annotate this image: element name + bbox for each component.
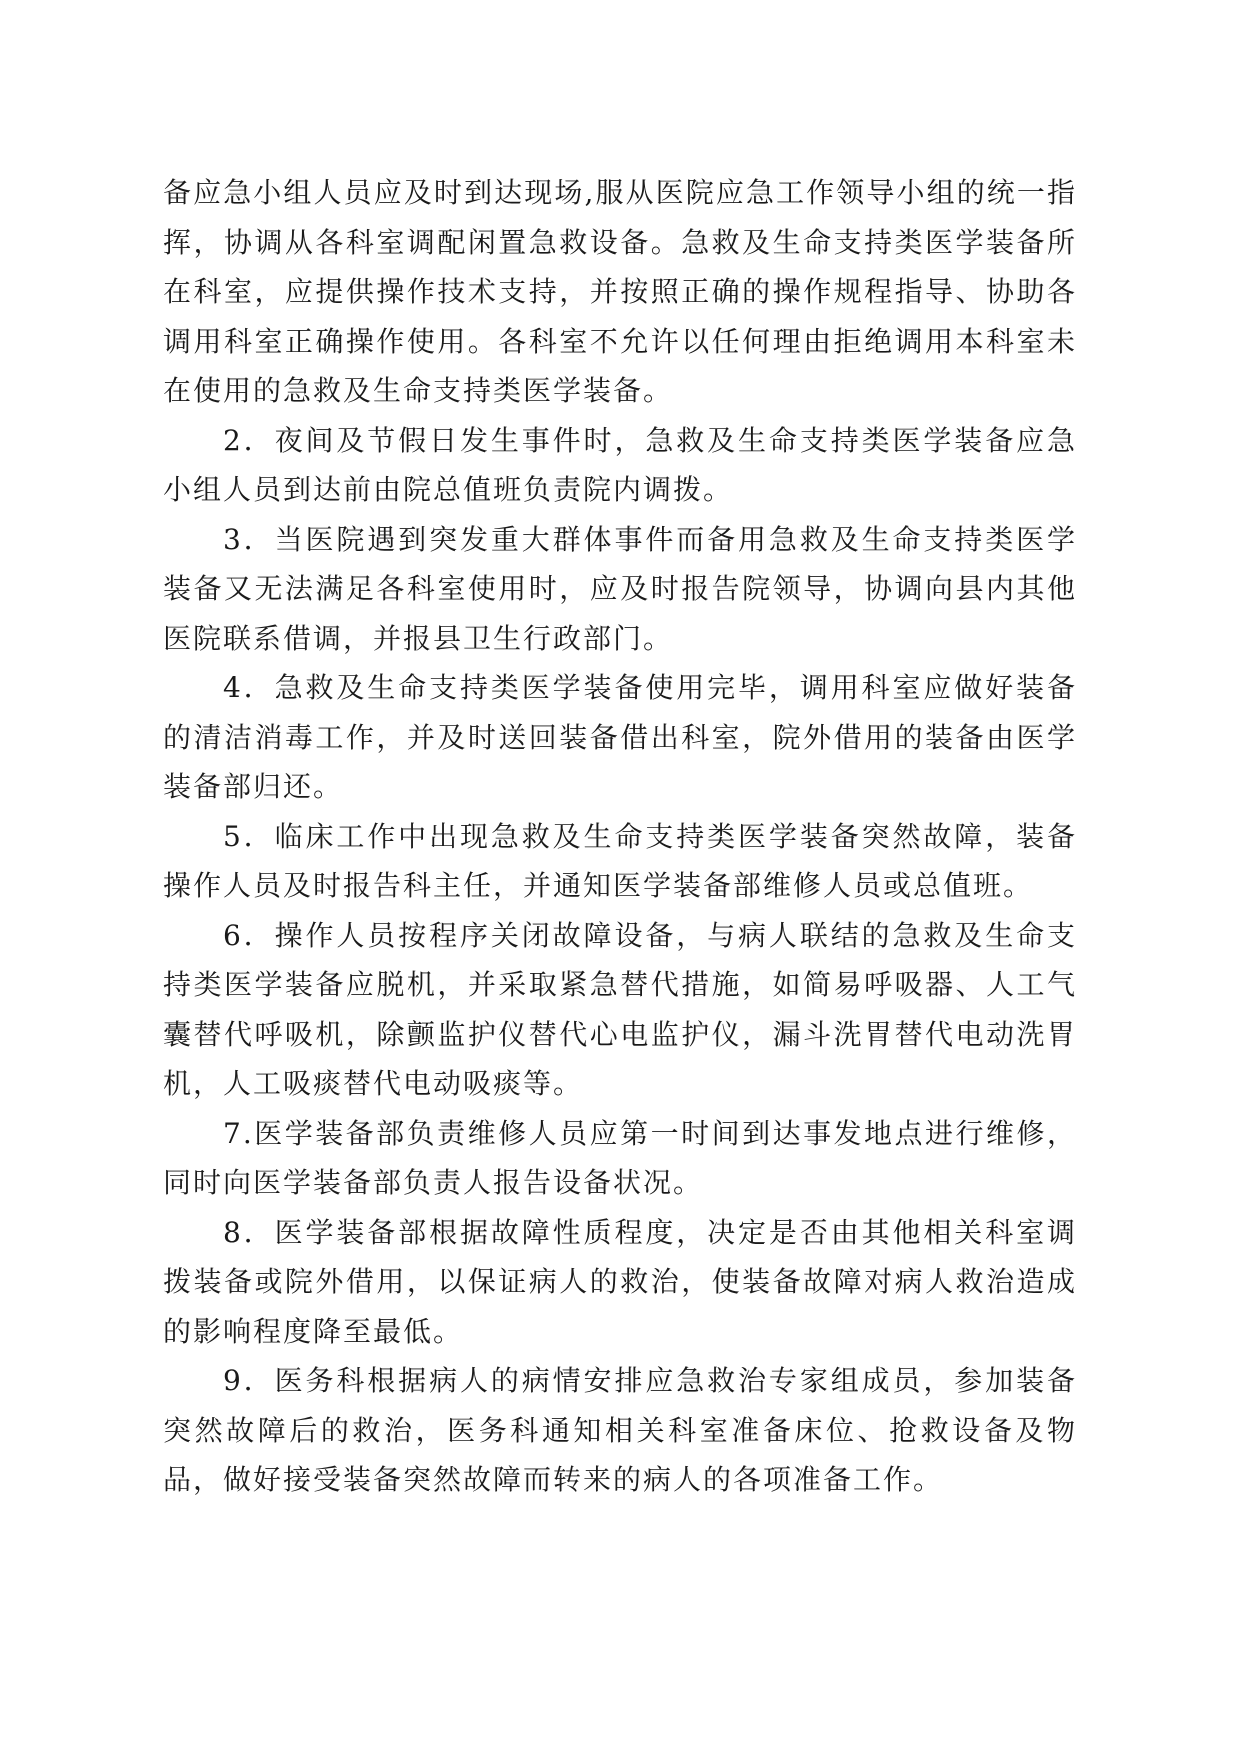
paragraph-continuation: 备应急小组人员应及时到达现场,服从医院应急工作领导小组的统一指挥，协调从各科室调配闲置急救设备。急救及生命支持类医学装备所在科室，应提供操作技术支持，并按照正确的操作规程指导、协助各调用科室正确操作使用。各科室不允许以任何理由拒绝调用本科室未在使用的急救及生命支持类医学装备。 — [163, 176, 1077, 407]
paragraph-item-7: 7.医学装备部负责维修人员应第一时间到达事发地点进行维修，同时向医学装备部负责人报告设备状况。 — [163, 1116, 1077, 1199]
paragraph-item-2: 2．夜间及节假日发生事件时，急救及生命支持类医学装备应急小组人员到达前由院总值班负责院内调拨。 — [163, 423, 1077, 506]
paragraph-item-6: 6．操作人员按程序关闭故障设备，与病人联结的急救及生命支持类医学装备应脱机，并采取紧急替代措施，如简易呼吸器、人工气囊替代呼吸机，除颤监护仪替代心电监护仪，漏斗洗胃替代电动洗胃机，人工吸痰替代电动吸痰等。 — [163, 918, 1077, 1100]
document-body — [163, 168, 1077, 1505]
paragraph-item-5: 5．临床工作中出现急救及生命支持类医学装备突然故障，装备操作人员及时报告科主任，并通知医学装备部维修人员或总值班。 — [163, 819, 1077, 902]
paragraph-item-3: 3．当医院遇到突发重大群体事件而备用急救及生命支持类医学装备又无法满足各科室使用时，应及时报告院领导，协调向县内其他医院联系借调，并报县卫生行政部门。 — [163, 522, 1077, 655]
paragraph-item-8: 8．医学装备部根据故障性质程度，决定是否由其他相关科室调拨装备或院外借用，以保证病人的救治，使装备故障对病人救治造成的影响程度降至最低。 — [163, 1215, 1077, 1348]
paragraph-item-4: 4．急救及生命支持类医学装备使用完毕，调用科室应做好装备的清洁消毒工作，并及时送回装备借出科室，院外借用的装备由医学装备部归还。 — [163, 671, 1077, 803]
paragraph-item-9: 9．医务科根据病人的病情安排应急救治专家组成员，参加装备突然故障后的救治，医务科通知相关科室准备床位、抢救设备及物品，做好接受装备突然故障而转来的病人的各项准备工作。 — [163, 1364, 1077, 1496]
